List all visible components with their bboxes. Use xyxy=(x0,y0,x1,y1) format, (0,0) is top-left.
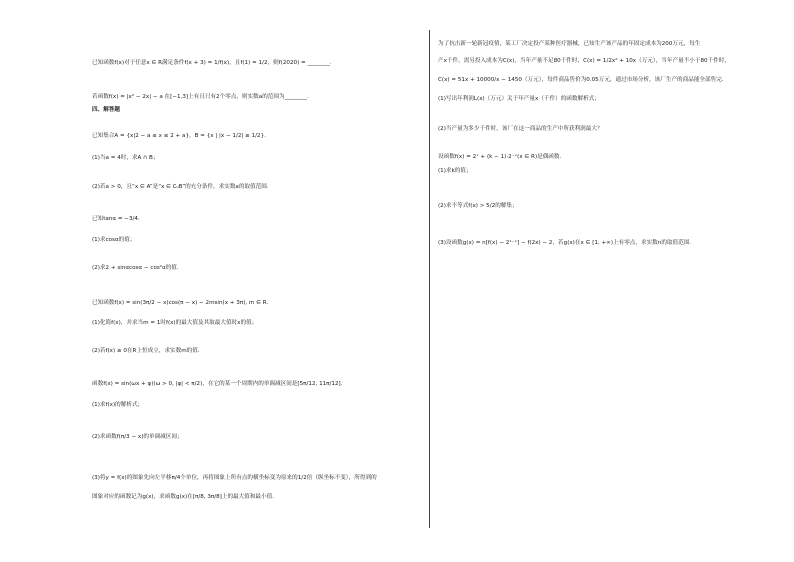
question-production-line-2: 产x千件，需另投入成本为C(x)，当年产量不足80千件时，C(x) = 1/2x² + 10x（万元），当年产量不小于80千件时， xyxy=(438,58,730,64)
section-heading: 四、解答题 xyxy=(92,107,120,113)
question-even-function-part-2: (2)求不等式f(x) > 5/2的解集； xyxy=(438,203,518,209)
question-even-function-stem: 设函数f(x) = 2ˣ + (k − 1)·2⁻ˣ(x ∈ R)是偶函数. xyxy=(438,154,562,160)
question-tan-part-1: (1)求cosα的值； xyxy=(92,237,136,243)
question-trig-stem: 已知函数f(x) = sin(3π/2 − x)cos(π − x) − 2msin(x + 3π), m ∈ R. xyxy=(92,300,269,306)
question-sets-part-1: (1)当a = 4时，求A ∩ B； xyxy=(92,155,159,161)
column-divider xyxy=(429,30,430,528)
question-zeros-range: 若函数f(x) = |x² − 2x| − a 在[−1,3]上有且只有2个零点，则实数a的范围为________. xyxy=(92,94,309,100)
question-sine-part-3-line-2: 图象对应的函数记为g(x)，求函数g(x)在[π/8, 3π/8]上的最大值和最小值. xyxy=(92,494,274,500)
question-production-part-1: (1)写出年利润L(x)（万元）关于年产量x（千件）的函数解析式； xyxy=(438,96,600,102)
question-tan-part-2: (2)求2 + sinαcosα − cos²α的值. xyxy=(92,265,179,271)
question-sine-part-2: (2)求函数f(π/3 − x)的单调减区间； xyxy=(92,434,183,440)
question-periodic-function: 已知函数f(x)对于任意x ∈ R满足条件f(x + 3) = 1/f(x)，且f(1) = 1/2，则f(2020) = ________. xyxy=(92,60,332,66)
question-sets-part-2: (2)若a > 0，且“x ∈ A”是“x ∈ ∁ᵤB”的充分条件，求实数a的取值范围. xyxy=(92,184,269,190)
question-tan-stem: 已知tanα = −3/4. xyxy=(92,216,140,222)
question-production-line-3: C(x) = 51x + 10000/x − 1450（万元），每件商品售价为0.05万元，通过市场分析，该厂生产的商品能全部售完. xyxy=(438,77,724,83)
question-even-function-part-3: (3)设函数g(x) = n[f(x) − 2¹⁻ˣ] − f(2x) − 2，若g(x)在x ∈ [1, +∞)上有零点，求实数n的取值范围. xyxy=(438,240,692,246)
question-trig-part-1: (1)化简f(x)，并求当m = 1时f(x)的最大值及其取最大值时x的值； xyxy=(92,320,258,326)
question-trig-part-2: (2)若f(x) ≥ 0在R上恒成立，求实数m的值. xyxy=(92,348,200,354)
question-sine-part-1: (1)求f(x)的解析式； xyxy=(92,402,144,408)
question-production-part-2: (2)当产量为多少千件时，该厂在这一商品的生产中所获利润最大？ xyxy=(438,126,603,132)
question-even-function-part-1: (1)求k的值； xyxy=(438,168,472,174)
question-sine-stem: 函数f(x) = sin(ωx + φ)(ω > 0, |φ| < π/2)，在它的某一个周期内的单调减区间是[5π/12, 11π/12]. xyxy=(92,381,343,387)
question-production-line-1: 为了抗击新一轮新冠疫情，某工厂决定投产某种医疗器械，已知生产该产品的年固定成本为200万元，每生 xyxy=(438,41,701,47)
question-sets-stem: 已知集合A = {x|2 − a ≤ x ≤ 2 + a}，B = {x | |x − 1/2| ≥ 1/2}. xyxy=(92,133,266,139)
question-sine-part-3-line-1: (3)将y = f(x)的图象先向左平移π/4个单位，再将图象上所有点的横坐标变为原来的1/2倍（纵坐标不变），所得到的 xyxy=(92,475,377,481)
